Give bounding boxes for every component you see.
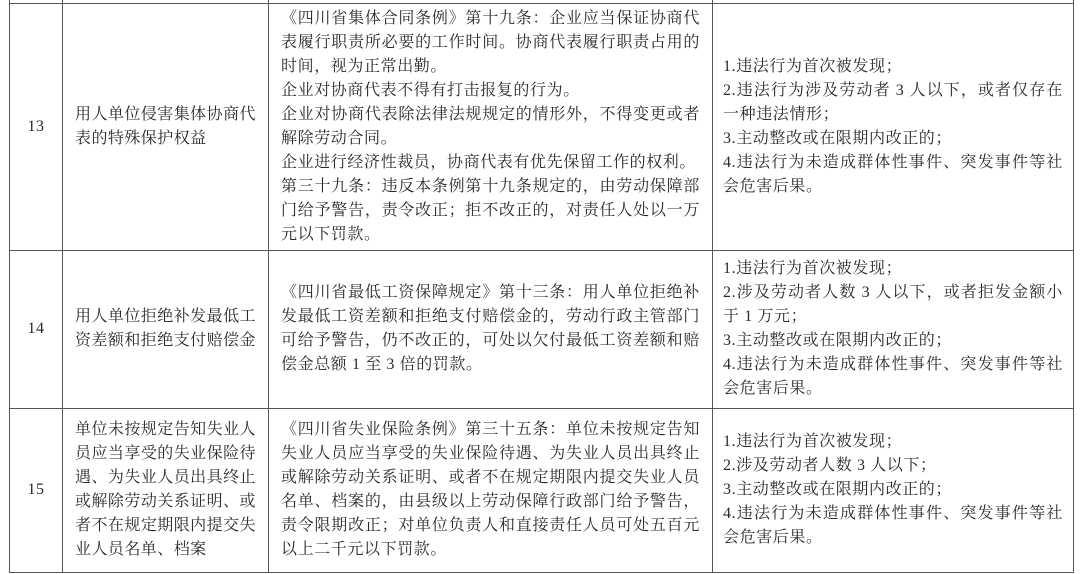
condition-item: 4.违法行为未造成群体性事件、突发事件等社会危害后果。 <box>723 505 1063 546</box>
condition-item: 4.违法行为未造成群体性事件、突发事件等社会危害后果。 <box>723 153 1063 195</box>
condition-item: 3.主动整改或在限期内改正的； <box>723 332 953 349</box>
condition-item: 2.涉及劳动者人数 3 人以下，或者拒发金额小于 1 万元； <box>723 284 1063 325</box>
legal-basis-cell <box>269 250 713 408</box>
condition-item: 2.涉及劳动者人数 3 人以下； <box>723 457 937 474</box>
legal-basis-paragraph: 《四川省最低工资保障规定》第十三条：用人单位拒绝补发最低工资差额和拒绝支付赔偿金的，劳动行政主管部门可给予警告，仍不改正的，可处以欠付最低工资差额和赔偿金总额 1 至 3 倍的罚款。 <box>281 284 700 373</box>
row-number: 14 <box>10 250 63 408</box>
violation-description: 用人单位侵害集体协商代表的特殊保护权益 <box>63 3 269 250</box>
table-row <box>10 408 1074 572</box>
conditions-cell <box>713 3 1074 250</box>
condition-item: 3.主动整改或在限期内改正的； <box>723 481 953 498</box>
condition-item: 1.违法行为首次被发现； <box>723 260 903 277</box>
condition-item: 4.违法行为未造成群体性事件、突发事件等社会危害后果。 <box>723 356 1063 397</box>
condition-item: 2.违法行为涉及劳动者 3 人以下，或者仅存在一种违法情形； <box>723 81 1063 123</box>
violation-description: 用人单位拒绝补发最低工资差额和拒绝支付赔偿金 <box>63 250 269 408</box>
legal-basis-cell <box>269 408 713 572</box>
condition-item: 1.违法行为首次被发现； <box>723 57 903 75</box>
legal-basis-cell <box>269 3 713 250</box>
table-row <box>10 3 1074 250</box>
regulations-table <box>9 0 1074 573</box>
conditions-cell <box>713 408 1074 572</box>
legal-basis-paragraph: 企业对协商代表除法律法规规定的情形外，不得变更或者解除劳动合同。 <box>281 105 700 147</box>
row-number: 13 <box>10 3 63 250</box>
violation-description: 单位未按规定告知失业人员应当享受的失业保险待遇、为失业人员出具终止或解除劳动关系证明、或者不在规定期限内提交失业人员名单、档案 <box>63 408 269 572</box>
conditions-cell <box>713 250 1074 408</box>
condition-item: 1.违法行为首次被发现； <box>723 433 903 450</box>
row-number: 15 <box>10 408 63 572</box>
legal-basis-paragraph: 企业对协商代表不得有打击报复的行为。 <box>281 81 580 99</box>
legal-basis-paragraph: 企业进行经济性裁员，协商代表有优先保留工作的权利。 <box>281 153 697 171</box>
condition-item: 3.主动整改或在限期内改正的； <box>723 129 953 147</box>
legal-basis-paragraph: 《四川省集体合同条例》第十九条：企业应当保证协商代表履行职责所必要的工作时间。协商代表履行职责占用的时间，视为正常出勤。 <box>281 9 700 75</box>
legal-basis-paragraph: 《四川省失业保险条例》第三十五条：单位未按规定告知失业人员应当享受的失业保险待遇、为失业人员出具终止或解除劳动关系证明、或者不在规定期限内提交失业人员名单、档案的，由县级以上劳动保障行政部门给予警告，责令限期改正；对单位负责人和直接责任人员可处五百元以上二千元以下罚款。 <box>281 421 700 558</box>
legal-basis-paragraph: 第三十九条：违反本条例第十九条规定的，由劳动保障部门给予警告，责令改正；拒不改正的，对责任人处以一万元以下罚款。 <box>281 177 700 243</box>
table-row <box>10 250 1074 408</box>
